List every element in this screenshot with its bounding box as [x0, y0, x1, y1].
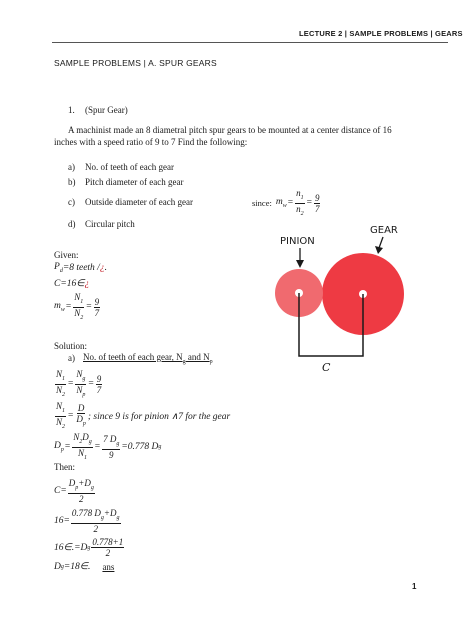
item-d-text: Circular pitch: [85, 219, 135, 229]
problem-statement-line1: A machinist made an 8 diametral pitch spur gears to be mounted at a center distance of 16: [68, 125, 392, 135]
since-eq1: =: [287, 198, 294, 209]
gear-label: GEAR: [370, 225, 398, 236]
then-label: Then:: [54, 462, 75, 472]
problem-number: 1.: [68, 105, 75, 115]
equation-ratio-diameter: $\frac{N_1}{N_2}$ = $\frac{D}{D_p}$ ; since 9 is for pinion ∧7 for the gear: [56, 401, 231, 430]
item-c-text: Outside diameter of each gear: [85, 197, 193, 207]
header-rule: [52, 42, 448, 43]
equation-answer: D g =18∈. ans: [54, 561, 115, 572]
equation-substitute: 16= $\frac{0.778 D_g+D_g}{2}$: [54, 508, 120, 534]
since-eq2: =: [306, 198, 312, 209]
pinion-label: PINION: [280, 236, 315, 247]
equation-ratio-teeth: $\frac{N_1}{N_2}$ = $\frac{N_g}{N_p}$ = $\frac{9}{7}$: [56, 369, 102, 398]
equation-center-distance: C= $\frac{D_p+D_g}{2}$: [54, 478, 94, 504]
since-frac-n: $\frac{n_1}{n_2}$: [296, 188, 304, 217]
item-d-letter: d): [68, 219, 76, 229]
item-b-letter: b): [68, 177, 76, 187]
item-a-text: No. of teeth of each gear: [85, 162, 174, 172]
given-label: Given:: [54, 250, 79, 260]
gear-arrowhead: [375, 246, 383, 254]
problem-statement-line2: inches with a speed ratio of 9 to 7 Find the following:: [54, 137, 248, 147]
gear-diagram: [270, 218, 450, 380]
problem-name: (Spur Gear): [85, 105, 128, 115]
since-equation: [252, 188, 321, 219]
given-pd: $P_d$ =8 teeth / ¿ .: [54, 262, 107, 274]
pinion-arrowhead: [296, 260, 304, 268]
since-frac-ratio: $\frac{9}{7}$: [314, 192, 320, 214]
item-c-letter: c): [68, 197, 75, 207]
solution-label: Solution:: [54, 341, 88, 351]
since-label: since:: [252, 198, 272, 209]
given-c: C=16∈ ¿: [54, 278, 90, 289]
answer-tag: ans: [102, 561, 115, 572]
running-header: LECTURE 2 | SAMPLE PROBLEMS | GEARS: [299, 29, 463, 38]
item-b-text: Pitch diameter of each gear: [85, 177, 184, 187]
given-mw: $m_w$ = $\frac{N_1}{N_2}$ = $\frac{9}{7}$: [54, 292, 100, 321]
page-number: 1: [412, 582, 417, 591]
equation-factor: 16∈.=D g $\frac{0.778+1}{2}$: [54, 537, 124, 558]
center-distance-label: C: [322, 361, 331, 374]
equation-dp: $D_p$ = $\frac{N_2D_g}{N_1}$ = $\frac{7 D_g}{9}$ =0.778 D g: [54, 432, 162, 461]
item-a-letter: a): [68, 162, 75, 172]
gear-arrow: [379, 237, 383, 248]
since-lhs: $m_w$: [275, 197, 287, 210]
solution-part-a: a) No. of teeth of each gear, $N_g$ and $N_p$: [68, 352, 213, 365]
page-title: SAMPLE PROBLEMS | A. SPUR GEARS: [54, 58, 217, 68]
